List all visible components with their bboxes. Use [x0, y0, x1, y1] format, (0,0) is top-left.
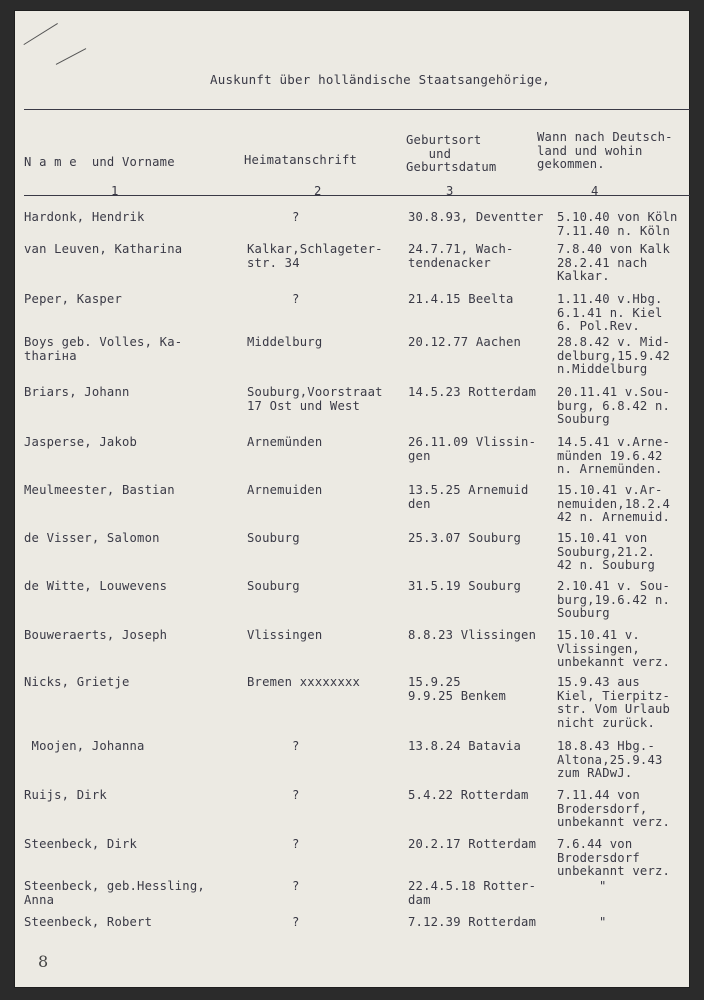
cell-arrival: 7.8.40 von Kalk 28.2.41 nach Kalkar. [557, 242, 671, 284]
cell-birth: 13.5.25 Arnemuid den [408, 483, 529, 511]
cell-name: Boys geb. Volles, Ka- thariна [24, 335, 183, 363]
cell-name: Steenbeck, Dirk [24, 837, 138, 851]
cell-name: Nicks, Grietje [24, 675, 130, 689]
cell-address: ? [292, 788, 300, 802]
cell-address: Souburg [247, 531, 300, 545]
pen-stroke [56, 48, 86, 65]
cell-birth: 7.12.39 Rotterdam [408, 915, 537, 929]
header-name: N a m e und Vorname [24, 155, 175, 169]
cell-address: ? [292, 915, 300, 929]
cell-arrival: 15.9.43 aus Kiel, Tierpitz- str. Vom Urlaub nicht zurück. [557, 675, 671, 730]
cell-arrival: 7.11.44 von Brodersdorf, unbekannt verz. [557, 788, 671, 830]
column-number: 3 [446, 184, 454, 198]
cell-address: Arnemuiden [247, 483, 323, 497]
cell-name: Ruijs, Dirk [24, 788, 107, 802]
pen-stroke [23, 23, 68, 62]
cell-birth: 8.8.23 Vlissingen [408, 628, 537, 642]
header-address: Heimatanschrift [244, 153, 358, 167]
margin-mark: 8 [38, 952, 49, 971]
cell-name: Steenbeck, Robert [24, 915, 153, 929]
cell-birth: 31.5.19 Souburg [408, 579, 522, 593]
cell-birth: 25.3.07 Souburg [408, 531, 522, 545]
cell-arrival: 20.11.41 v.Sou- burg, 6.8.42 n. Souburg [557, 385, 671, 427]
column-number: 2 [314, 184, 322, 198]
cell-name: van Leuven, Katharina [24, 242, 183, 256]
cell-arrival: " [599, 915, 607, 929]
document-page [14, 10, 690, 988]
cell-name: Steenbeck, geb.Hessling, Anna [24, 879, 205, 907]
header-birth: Geburtsort und Geburtsdatum [406, 133, 497, 175]
cell-address: Souburg,Voorstraat 17 Ost und West [247, 385, 383, 413]
cell-arrival: " [599, 879, 607, 893]
cell-name: Briars, Johann [24, 385, 130, 399]
cell-arrival: 14.5.41 v.Arne- münden 19.6.42 n. Arnemünden. [557, 435, 671, 477]
cell-address: ? [292, 879, 300, 893]
cell-arrival: 15.10.41 v.Ar- nemuiden,18.2.4 42 n. Arnemuid. [557, 483, 671, 525]
header-arrival: Wann nach Deutsch- land und wohin gekommen. [537, 130, 673, 172]
header-rule-top [24, 109, 690, 110]
cell-name: Moojen, Johanna [24, 739, 145, 753]
cell-name: Meulmeester, Bastian [24, 483, 175, 497]
cell-name: Bouweraerts, Joseph [24, 628, 168, 642]
cell-arrival: 28.8.42 v. Mid- delburg,15.9.42 n.Middelburg [557, 335, 671, 377]
document-title: Auskunft über holländische Staatsangehörige, [210, 72, 550, 87]
cell-name: Jasperse, Jakob [24, 435, 138, 449]
cell-birth: 22.4.5.18 Rotter- dam [408, 879, 537, 907]
cell-name: de Visser, Salomon [24, 531, 160, 545]
cell-birth: 15.9.25 9.9.25 Benkem [408, 675, 506, 703]
cell-address: Vlissingen [247, 628, 323, 642]
cell-arrival: 15.10.41 v. Vlissingen, unbekannt verz. [557, 628, 671, 670]
cell-address: ? [292, 739, 300, 753]
cell-birth: 26.11.09 Vlissin- gen [408, 435, 537, 463]
cell-address: Kalkar,Schlageter- str. 34 [247, 242, 383, 270]
cell-birth: 30.8.93, Deventter [408, 210, 544, 224]
cell-address: Arnemünden [247, 435, 323, 449]
cell-address: ? [292, 292, 300, 306]
column-number: 4 [591, 184, 599, 198]
cell-name: de Witte, Louwevens [24, 579, 168, 593]
cell-birth: 5.4.22 Rotterdam [408, 788, 529, 802]
cell-birth: 13.8.24 Batavia [408, 739, 522, 753]
cell-birth: 20.2.17 Rotterdam [408, 837, 537, 851]
cell-birth: 20.12.77 Aachen [408, 335, 522, 349]
cell-birth: 24.7.71, Wach- tendenacker [408, 242, 514, 270]
cell-birth: 21.4.15 Beelta [408, 292, 514, 306]
cell-arrival: 18.8.43 Hbg.- Altona,25.9.43 zum RADwJ. [557, 739, 663, 781]
cell-name: Hardonk, Hendrik [24, 210, 145, 224]
column-number: 1 [111, 184, 119, 198]
cell-arrival: 2.10.41 v. Sou- burg,19.6.42 n. Souburg [557, 579, 671, 621]
cell-address: Souburg [247, 579, 300, 593]
cell-arrival: 5.10.40 von Köln 7.11.40 n. Köln [557, 210, 678, 238]
cell-name: Peper, Kasper [24, 292, 122, 306]
cell-address: ? [292, 837, 300, 851]
cell-arrival: 1.11.40 v.Hbg. 6.1.41 n. Kiel 6. Pol.Rev. [557, 292, 663, 334]
cell-birth: 14.5.23 Rotterdam [408, 385, 537, 399]
cell-address: Bremen xxxxxxxx [247, 675, 361, 689]
cell-address: Middelburg [247, 335, 323, 349]
cell-arrival: 15.10.41 von Souburg,21.2. 42 n. Souburg [557, 531, 655, 573]
cell-arrival: 7.6.44 von Brodersdorf unbekannt verz. [557, 837, 671, 879]
header-rule-bottom [24, 195, 690, 196]
cell-address: ? [292, 210, 300, 224]
